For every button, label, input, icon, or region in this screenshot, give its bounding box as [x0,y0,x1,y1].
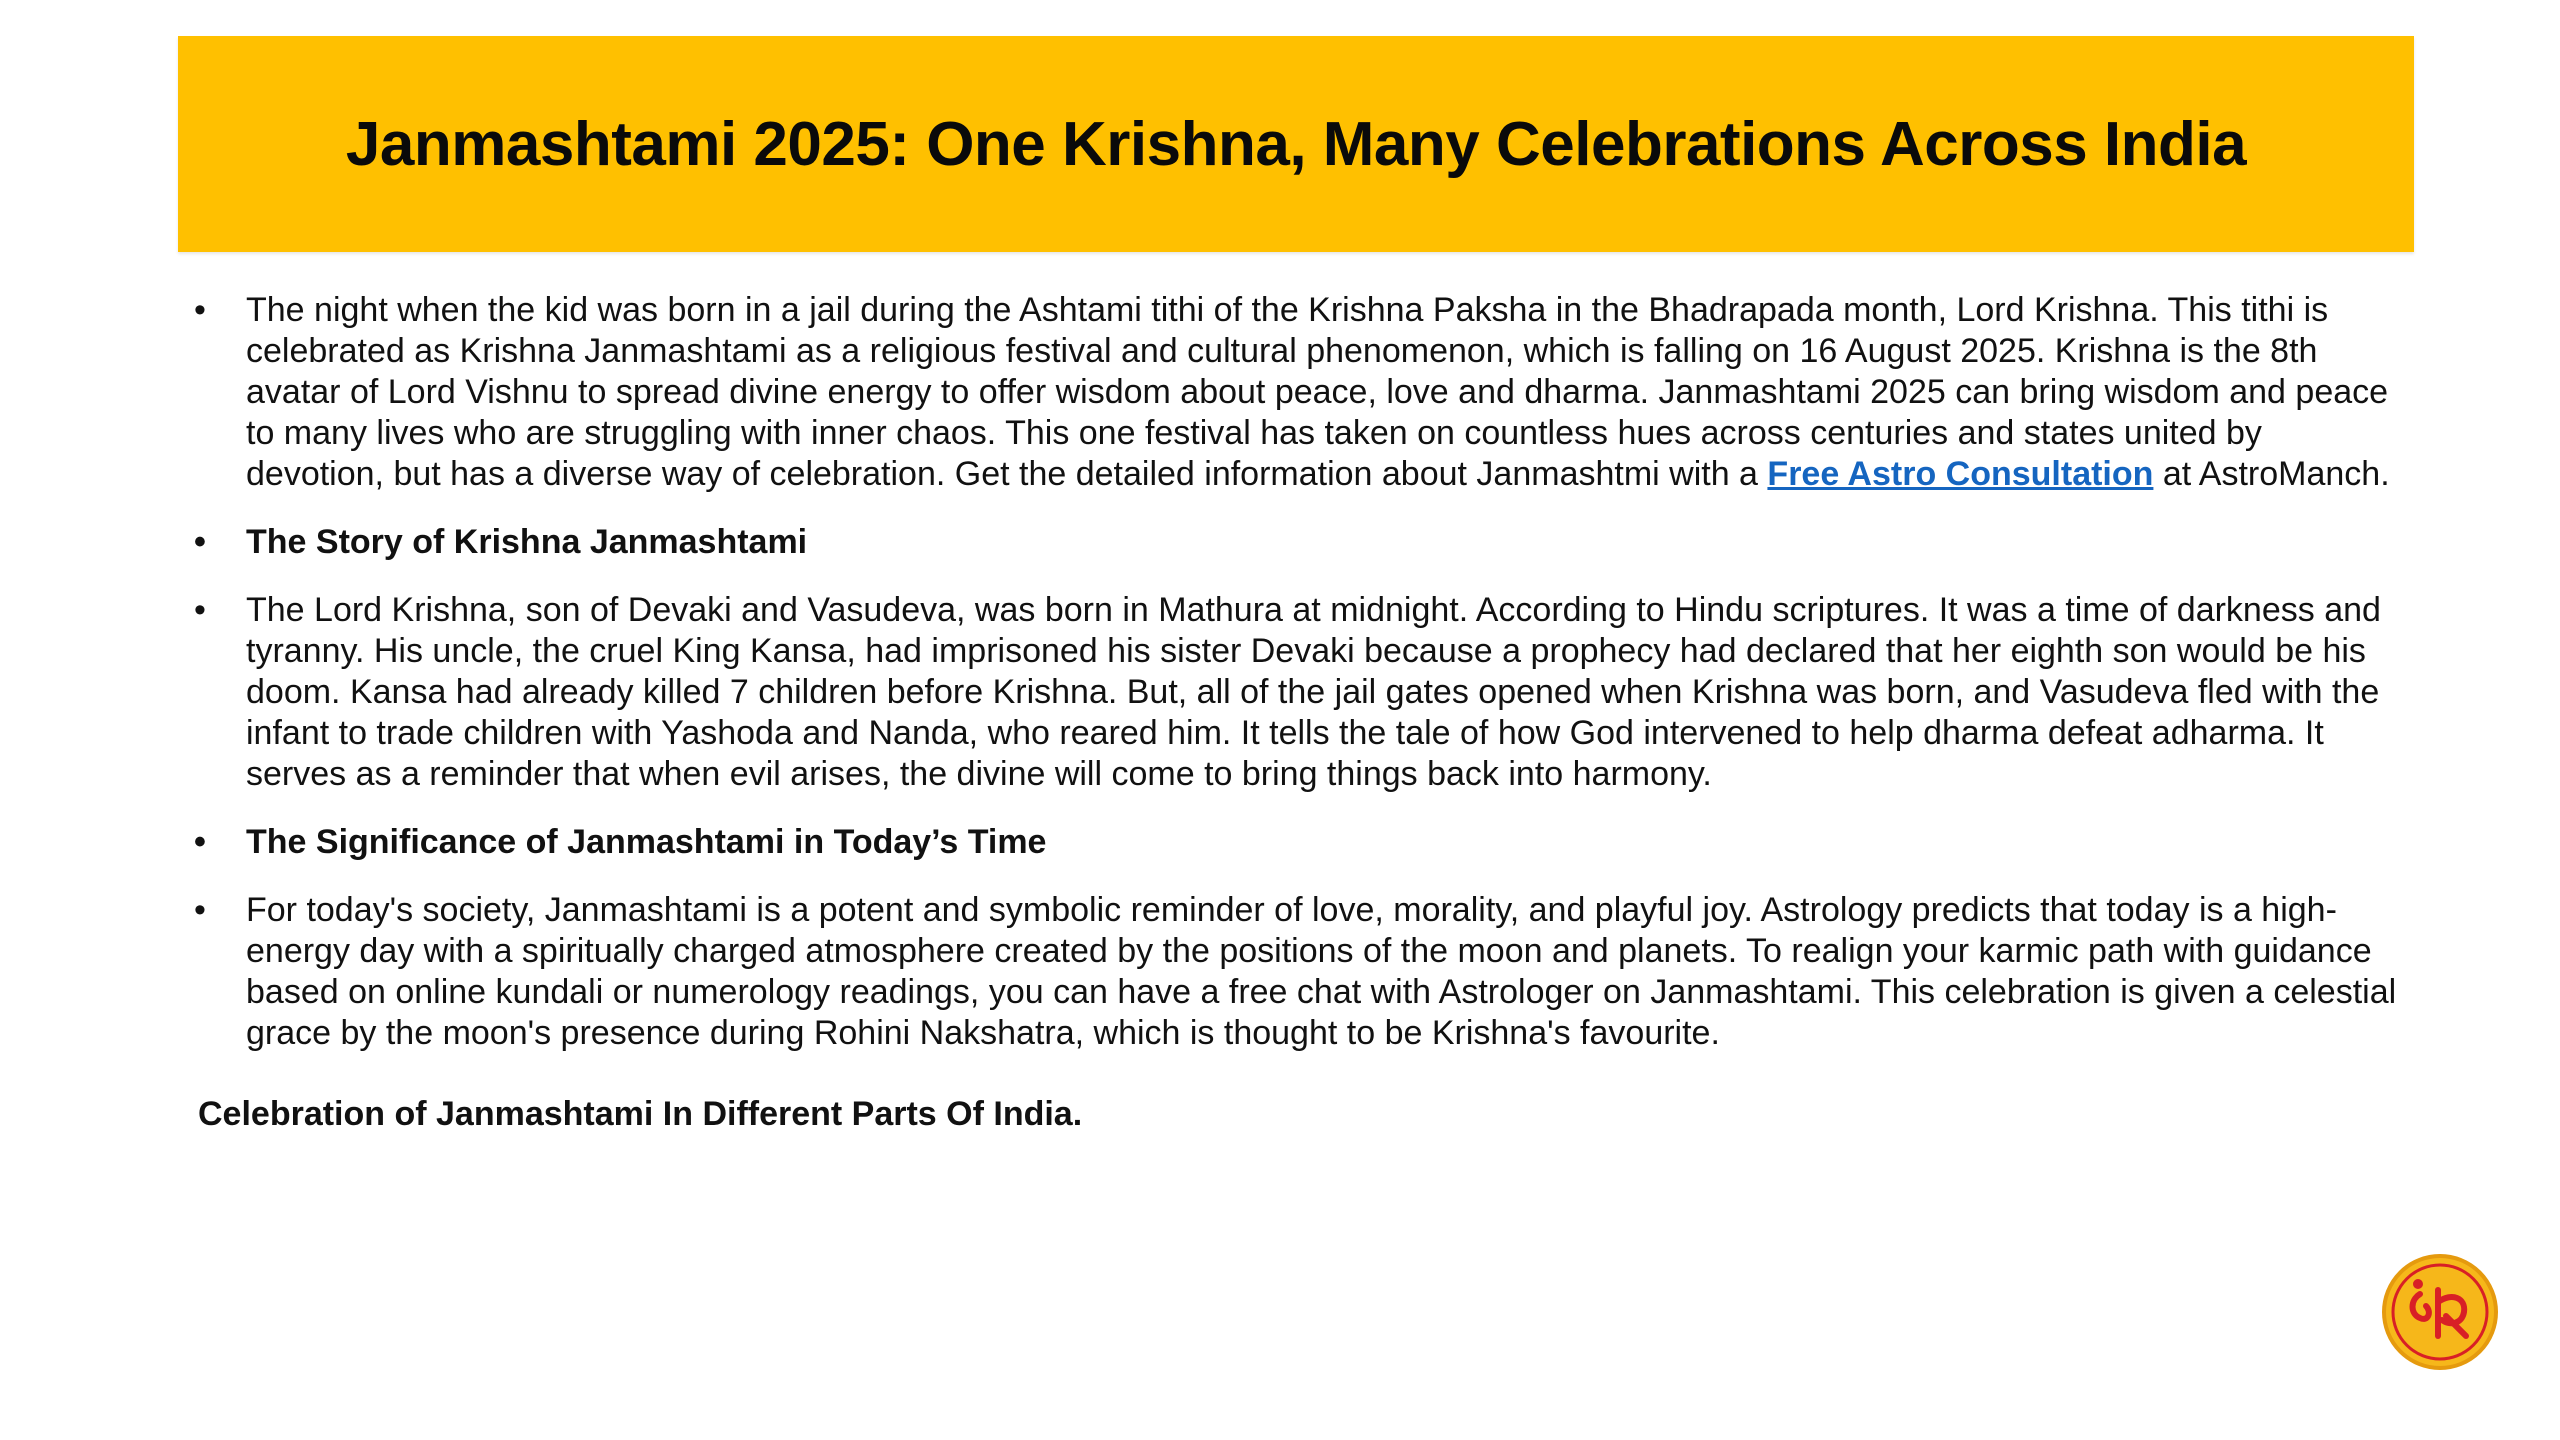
list-item-significance-heading [190,822,2400,863]
bullet-icon: • [194,591,206,629]
celebration-heading: Celebration of Janmashtami In Different Parts Of India. [198,1095,1083,1133]
list-item-significance-text [190,890,2400,1054]
list-item-story-heading [190,522,2400,563]
story-heading: The Story of Krishna Janmashtami [246,523,808,561]
significance-text: For today's society, Janmashtami is a potent and symbolic reminder of love, morality, and playful joy. Astrology predicts that today is a high-energy day with a spiritually charged atmosphere created by the positions of the moon and planets. To realign your karmic path with guidance based on online kundali or numerology readings, you can have a free chat with Astrologer on Janmashtami. This celebration is given a celestial grace by the moon's presence during Rohini Nakshatra, which is thought to be Krishna's favourite. [246,891,2397,1052]
slide-content [190,290,2400,1135]
page-title: Janmashtami 2025: One Krishna, Many Celebrations Across India [345,109,2247,179]
bullet-icon: • [194,891,206,929]
bullet-icon: • [194,823,206,861]
intro-text-tail: at AstroManch. [2153,455,2390,493]
list-item-story-text [190,590,2400,795]
significance-heading: The Significance of Janmashtami in Today’s Time [246,823,1047,861]
title-banner [178,36,2414,252]
list-item-intro [190,290,2400,495]
bullet-icon: • [194,291,206,329]
intro-text: The night when the kid was born in a jail during the Ashtami tithi of the Krishna Paksha in the Bhadrapada month, Lord Krishna. This tithi is celebrated as Krishna Janmashtami as a religious festival and cultural phenomenon, which is falling on 16 August 2025. Krishna is the 8th avatar of Lord Vishnu to spread divine energy to offer wisdom about peace, love and dharma. Janmashtami 2025 can bring wisdom and peace to many lives who are struggling with inner chaos. This one festival has taken on countless hues across centuries and states united by devotion, but has a diverse way of celebration. Get the detailed information about Janmashtmi with a [246,291,2389,493]
story-text: The Lord Krishna, son of Devaki and Vasudeva, was born in Mathura at midnight. According to Hindu scriptures. It was a time of darkness and tyranny. His uncle, the cruel King Kansa, had imprisoned his sister Devaki because a prophecy had declared that her eighth son would be his doom. Kansa had already killed 7 children before Krishna. But, all of the jail gates opened when Krishna was born, and Vasudeva fled with the infant to trade children with Yashoda and Nanda, who reared him. It tells the tale of how God intervened to help dharma defeat adharma. It serves as a reminder that when evil arises, the divine will come to bring things back into harmony. [246,591,2381,793]
free-astro-consultation-link[interactable]: Free Astro Consultation [1767,455,2154,493]
bullet-icon: • [194,523,206,561]
astromanch-logo-icon [2380,1252,2500,1372]
bullet-list [190,290,2400,1054]
